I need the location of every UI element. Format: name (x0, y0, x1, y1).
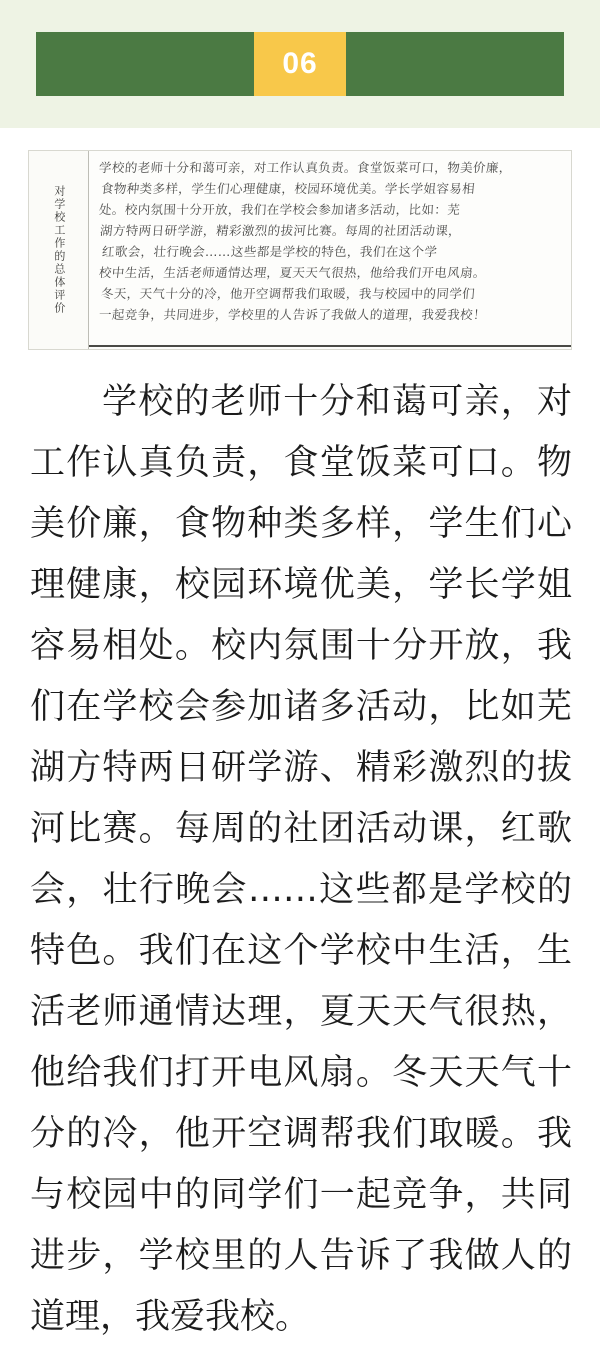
header-banner (0, 0, 600, 128)
handwriting-line: 学校的老师十分和蔼可亲，对工作认真负责。食堂饭菜可口，物美价廉， (98, 160, 513, 175)
scan-handwriting-area (89, 151, 571, 349)
scan-side-label-box (29, 151, 89, 349)
transcript-text: 学校的老师十分和蔼可亲，对工作认真负责，食堂饭菜可口。物美价廉，食物种类多样，学生们心理健康，校园环境优美，学长学姐容易相处。校内氛围十分开放，我们在学校会参加诸多活动，比如芜湖方特两日研学游、精彩激烈的拔河比赛。每周的社团活动课，红歌会，壮行晚会……这些都是学校的特色。我们在这个学校中生活，生活老师通情达理，夏天天气很热，他给我们打开电风扇。冬天天气十分的冷，他开空调帮我们取暖。我与校园中的同学们一起竞争，共同进步，学校里的人告诉了我做人的道理，我爱我校。 (30, 382, 572, 1337)
handwriting-line: 冬天，天气十分的冷，他开空调帮我们取暖，我与校园中的同学们 (100, 286, 476, 301)
handwriting-line: 红歌会，壮行晚会……这些都是学校的特色，我们在这个学 (101, 244, 438, 259)
handwriting-line: 处。校内氛围十分开放，我们在学校会参加诸多活动，比如：芜 (98, 202, 461, 217)
banner-number: 06 (254, 32, 346, 96)
handwriting-line: 一起竞争，共同进步，学校里的人告诉了我做人的道理，我爱我校！ (98, 307, 487, 322)
handwriting-line: 湖方特两日研学游，精彩激烈的拔河比赛。每周的社团活动课， (99, 223, 462, 238)
handwriting-line: 食物种类多样，学生们心理健康，校园环境优美。学长学姐容易相 (100, 181, 476, 196)
scan-underline (89, 345, 571, 347)
handwriting-scan (28, 150, 572, 350)
banner-bar (36, 32, 564, 96)
handwriting-line: 校中生活，生活老师通情达理，夏天天气很热，他给我们开电风扇。 (98, 265, 487, 280)
scan-side-label: 对学校工作的总体评价 (52, 185, 66, 315)
